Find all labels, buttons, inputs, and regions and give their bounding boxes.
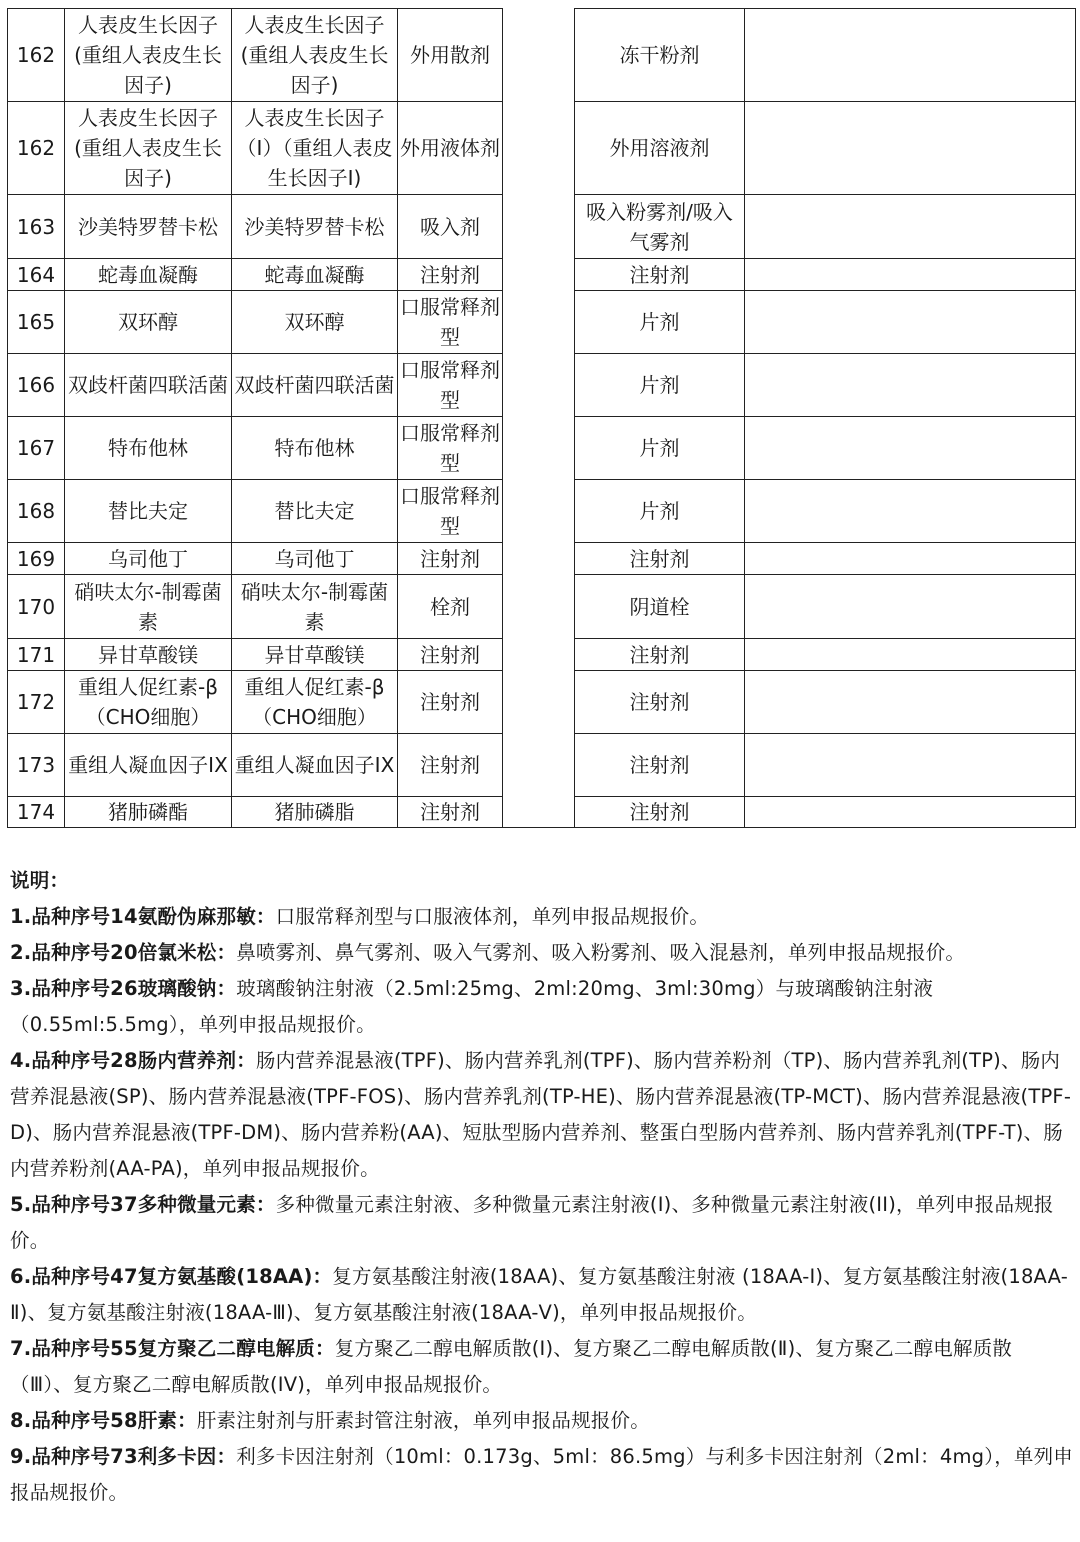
cell-generic: 双歧杆菌四联活菌 [65,354,232,417]
cell-no: 173 [8,734,65,797]
cell-generic: 特布他林 [65,417,232,480]
cell-category: 口服常释剂型 [398,291,503,354]
cell-generic: 猪肺磷酯 [65,797,232,828]
table-row [8,259,1076,291]
cell-name: 重组人促红素-β（CHO细胞） [232,671,398,734]
cell-blank [745,9,1076,102]
cell-name: 异甘草酸镁 [232,639,398,671]
cell-form: 片剂 [575,291,745,354]
cell-blank [745,734,1076,797]
cell-no: 171 [8,639,65,671]
table-row [8,671,1076,734]
cell-generic: 沙美特罗替卡松 [65,195,232,259]
cell-form: 注射剂 [575,259,745,291]
note-item [10,899,1074,935]
cell-blank [745,259,1076,291]
cell-form: 注射剂 [575,639,745,671]
note-text: 复方聚乙二醇电解质散(I)、复方聚乙二醇电解质散(Ⅱ)、复方聚乙二醇电解质散（Ⅲ）、复方聚乙二醇电解质散(IV)，单列申报品规报价。 [10,1337,1013,1396]
cell-blank [745,195,1076,259]
note-label: 5.品种序号37多种微量元素： [10,1193,276,1216]
cell-generic: 替比夫定 [65,480,232,543]
cell-form: 阴道栓 [575,575,745,639]
cell-generic: 重组人促红素-β（CHO细胞） [65,671,232,734]
cell-empty [503,259,575,291]
note-text: 口服常释剂型与口服液体剂，单列申报品规报价。 [275,905,710,928]
cell-blank [745,797,1076,828]
cell-form: 注射剂 [575,671,745,734]
cell-form: 注射剂 [575,797,745,828]
cell-category: 注射剂 [398,671,503,734]
cell-empty [503,575,575,639]
table-row [8,797,1076,828]
cell-category: 吸入剂 [398,195,503,259]
cell-generic: 蛇毒血凝酶 [65,259,232,291]
cell-generic: 人表皮生长因子(重组人表皮生长因子) [65,9,232,102]
table-row [8,195,1076,259]
cell-no: 168 [8,480,65,543]
cell-no: 174 [8,797,65,828]
note-label: 1.品种序号14氨酚伪麻那敏： [10,905,276,928]
cell-empty [503,102,575,195]
cell-category: 注射剂 [398,259,503,291]
note-item [10,1403,1074,1439]
cell-name: 特布他林 [232,417,398,480]
note-item [10,1259,1074,1331]
note-text: 多种微量元素注射液、多种微量元素注射液(I)、多种微量元素注射液(II)，单列申报品规报价。 [10,1193,1054,1252]
cell-blank [745,575,1076,639]
note-item [10,935,1074,971]
cell-name: 硝呋太尔-制霉菌素 [232,575,398,639]
note-item [10,1439,1074,1511]
note-text: 肠内营养混悬液(TPF)、肠内营养乳剂(TPF)、肠内营养粉剂（TP)、肠内营养乳剂(TP)、肠内营养混悬液(SP)、肠内营养混悬液(TPF-FOS)、肠内营养乳剂(TP-HE)、肠内营养混悬液(TP-MCT)、肠内营养混悬液(TPF-D)、肠内营养混悬液(TPF-DM)、肠内营养粉(AA)、短肽型肠内营养剂、整蛋白型肠内营养剂、肠内营养乳剂(TPF-T)、肠内营养粉剂(AA-PA)，单列申报品规报价。 [10,1049,1072,1180]
cell-name: 乌司他丁 [232,543,398,575]
note-text: 玻璃酸钠注射液（2.5ml:25mg、2ml:20mg、3ml:30mg）与玻璃酸钠注射液（0.55ml:5.5mg），单列申报品规报价。 [10,977,934,1036]
cell-no: 166 [8,354,65,417]
cell-category: 注射剂 [398,734,503,797]
cell-generic: 异甘草酸镁 [65,639,232,671]
cell-category: 口服常释剂型 [398,417,503,480]
table-row [8,354,1076,417]
table-row [8,102,1076,195]
note-label: 8.品种序号58肝素： [10,1409,197,1432]
table-row [8,734,1076,797]
table-row [8,417,1076,480]
cell-no: 172 [8,671,65,734]
cell-name: 双歧杆菌四联活菌 [232,354,398,417]
cell-form: 冻干粉剂 [575,9,745,102]
cell-name: 蛇毒血凝酶 [232,259,398,291]
cell-blank [745,639,1076,671]
cell-no: 164 [8,259,65,291]
cell-no: 162 [8,9,65,102]
cell-empty [503,671,575,734]
cell-form: 吸入粉雾剂/吸入气雾剂 [575,195,745,259]
cell-blank [745,417,1076,480]
cell-generic: 乌司他丁 [65,543,232,575]
table-row [8,9,1076,102]
cell-empty [503,9,575,102]
cell-blank [745,354,1076,417]
table-row [8,543,1076,575]
cell-category: 注射剂 [398,797,503,828]
table-row [8,575,1076,639]
note-text: 鼻喷雾剂、鼻气雾剂、吸入气雾剂、吸入粉雾剂、吸入混悬剂，单列申报品规报价。 [236,941,966,964]
cell-generic: 重组人凝血因子IX [65,734,232,797]
cell-blank [745,671,1076,734]
notes-heading: 说明： [10,869,70,892]
note-text: 复方氨基酸注射液(18AA)、复方氨基酸注射液 (18AA-I)、复方氨基酸注射液(18AA-Ⅱ)、复方氨基酸注射液(18AA-Ⅲ)、复方氨基酸注射液(18AA-Ⅴ)，单列申报品规报价。 [10,1265,1068,1324]
notes-section [10,863,1074,1511]
note-label: 6.品种序号47复方氨基酸(18AA)： [10,1265,333,1288]
cell-blank [745,543,1076,575]
cell-category: 口服常释剂型 [398,480,503,543]
note-label: 2.品种序号20倍氯米松： [10,941,237,964]
note-text: 利多卡因注射剂（10ml：0.173g、5ml：86.5mg）与利多卡因注射剂（2ml：4mg），单列申报品规报价。 [10,1445,1074,1504]
cell-empty [503,417,575,480]
cell-blank [745,480,1076,543]
cell-form: 片剂 [575,480,745,543]
cell-no: 163 [8,195,65,259]
cell-category: 注射剂 [398,639,503,671]
note-label: 7.品种序号55复方聚乙二醇电解质： [10,1337,335,1360]
cell-blank [745,291,1076,354]
cell-empty [503,797,575,828]
table-row [8,639,1076,671]
note-item [10,1331,1074,1403]
cell-category: 外用液体剂 [398,102,503,195]
cell-empty [503,480,575,543]
cell-generic: 人表皮生长因子(重组人表皮生长因子) [65,102,232,195]
cell-category: 外用散剂 [398,9,503,102]
cell-name: 人表皮生长因子（I）（重组人表皮生长因子I) [232,102,398,195]
cell-empty [503,639,575,671]
note-label: 3.品种序号26玻璃酸钠： [10,977,237,1000]
cell-category: 注射剂 [398,543,503,575]
cell-no: 167 [8,417,65,480]
cell-form: 片剂 [575,354,745,417]
drug-table [7,8,1076,828]
cell-name: 替比夫定 [232,480,398,543]
cell-name: 重组人凝血因子IX [232,734,398,797]
cell-empty [503,543,575,575]
cell-name: 沙美特罗替卡松 [232,195,398,259]
cell-no: 165 [8,291,65,354]
cell-name: 人表皮生长因子(重组人表皮生长因子) [232,9,398,102]
cell-form: 注射剂 [575,543,745,575]
cell-empty [503,291,575,354]
cell-category: 栓剂 [398,575,503,639]
cell-name: 猪肺磷脂 [232,797,398,828]
note-label: 4.品种序号28肠内营养剂： [10,1049,256,1072]
cell-no: 170 [8,575,65,639]
cell-blank [745,102,1076,195]
cell-no: 162 [8,102,65,195]
cell-generic: 双环醇 [65,291,232,354]
note-item [10,971,1074,1043]
cell-empty [503,734,575,797]
table-row [8,291,1076,354]
note-item [10,1187,1074,1259]
note-item [10,1043,1074,1187]
note-text: 肝素注射剂与肝素封管注射液，单列申报品规报价。 [196,1409,650,1432]
cell-category: 口服常释剂型 [398,354,503,417]
cell-generic: 硝呋太尔-制霉菌素 [65,575,232,639]
cell-name: 双环醇 [232,291,398,354]
note-label: 9.品种序号73利多卡因： [10,1445,237,1468]
cell-no: 169 [8,543,65,575]
cell-empty [503,195,575,259]
cell-form: 片剂 [575,417,745,480]
drug-table-body [8,9,1076,828]
cell-form: 外用溶液剂 [575,102,745,195]
cell-empty [503,354,575,417]
cell-form: 注射剂 [575,734,745,797]
table-row [8,480,1076,543]
